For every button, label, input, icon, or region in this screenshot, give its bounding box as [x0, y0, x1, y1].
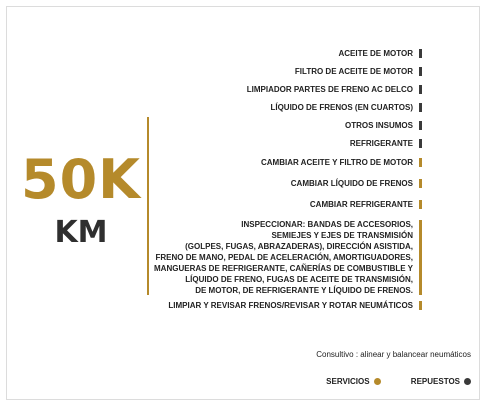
parts-marker-icon — [419, 85, 422, 94]
parts-marker-icon — [419, 103, 422, 112]
list-item: REFRIGERANTE — [350, 138, 422, 149]
advisory-note: Consultivo : alinear y balancear neumáticos — [316, 350, 471, 359]
list-item: ACEITE DE MOTOR — [338, 48, 422, 59]
service-marker-icon — [419, 301, 422, 310]
legend-parts: REPUESTOS — [411, 377, 471, 386]
service-marker-icon — [419, 179, 422, 188]
milestone-number: 50K — [21, 148, 141, 211]
services-dot-icon — [374, 378, 381, 385]
service-marker-icon — [419, 200, 422, 209]
list-item: CAMBIAR ACEITE Y FILTRO DE MOTOR — [261, 157, 422, 168]
list-item: LIMPIADOR PARTES DE FRENO AC DELCO — [247, 84, 422, 95]
parts-marker-icon — [419, 67, 422, 76]
list-item: FILTRO DE ACEITE DE MOTOR — [295, 66, 422, 77]
list-item: LÍQUIDO DE FRENOS (EN CUARTOS) — [270, 102, 422, 113]
list-item: CAMBIAR REFRIGERANTE — [310, 199, 422, 210]
legend — [298, 377, 471, 386]
list-item: CAMBIAR LÍQUIDO DE FRENOS — [291, 178, 422, 189]
legend-services: SERVICIOS — [326, 377, 380, 386]
service-marker-icon — [419, 158, 422, 167]
divider-line — [147, 117, 149, 295]
list-item: OTROS INSUMOS — [345, 120, 422, 131]
parts-marker-icon — [419, 49, 422, 58]
parts-marker-icon — [419, 139, 422, 148]
list-item: INSPECCIONAR: BANDAS DE ACCESORIOS, SEMIEJES Y EJES DE TRANSMISIÓN (GOLPES, FUGAS, ABRAZADERAS), DIRECCIÓN ASISTIDA, FRENO DE MANO, PEDAL DE ACELERACIÓN, AMORTIGUADORES, MANGUERAS DE REFRIGERANTE, CAÑERÍAS DE COMBUSTIBLE Y LÍQUIDO DE FRENO, FUGAS DE ACEITE DE TRANSMISIÓN, DE MOTOR, DE REFRIGERANTE Y LÍQUIDO DE FRENOS. — [154, 219, 422, 296]
service-marker-icon — [419, 220, 422, 295]
list-item: LIMPIAR Y REVISAR FRENOS/REVISAR Y ROTAR NEUMÁTICOS — [168, 300, 422, 311]
parts-marker-icon — [419, 121, 422, 130]
milestone-badge — [20, 150, 142, 250]
milestone-unit: KM — [54, 215, 108, 250]
parts-dot-icon — [464, 378, 471, 385]
